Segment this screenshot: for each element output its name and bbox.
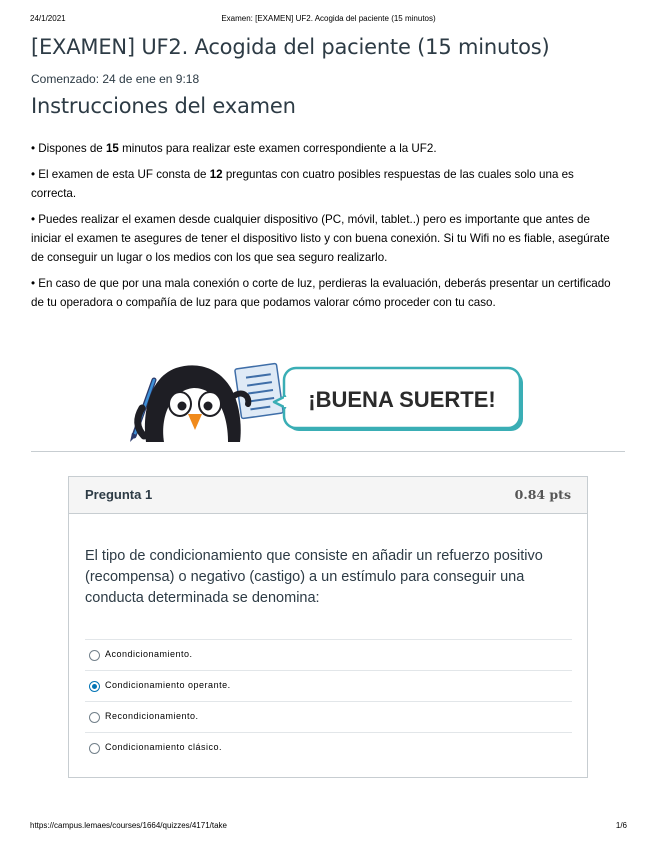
- good-luck-banner: [118, 356, 528, 448]
- question-card: [68, 476, 588, 778]
- checklist-icon: [234, 363, 283, 418]
- radio-button-selected[interactable]: [89, 681, 100, 692]
- answer-label[interactable]: Recondicionamiento.: [105, 711, 199, 721]
- answer-option[interactable]: [85, 670, 572, 701]
- answer-label[interactable]: Condicionamiento clásico.: [105, 742, 223, 752]
- print-date: 24/1/2021: [30, 14, 66, 23]
- page-title: [EXAMEN] UF2. Acogida del paciente (15 minutos): [31, 35, 550, 59]
- question-points: 0.84 pts: [514, 487, 571, 502]
- instructions-body: [31, 139, 621, 319]
- print-footer: [30, 821, 627, 833]
- instruction-duration: • Dispones de 15 minutos para realizar este examen correspondiente a la UF2.: [31, 142, 437, 155]
- answer-label[interactable]: Acondicionamiento.: [105, 649, 193, 659]
- section-divider: [31, 451, 625, 452]
- answer-list: [85, 639, 572, 763]
- radio-button[interactable]: [89, 743, 100, 754]
- question-text: El tipo de condicionamiento que consiste en añadir un refuerzo positivo (recompensa) o negativo (castigo) a un estímulo para conseguir una conducta determinada se denomina:: [85, 548, 543, 606]
- radio-button[interactable]: [89, 650, 100, 661]
- instruction-question-count: • El examen de esta UF consta de 12 preguntas con cuatro posibles respuestas de las cuales solo una es correcta.: [31, 168, 574, 200]
- print-header: [30, 14, 627, 26]
- question-number: Pregunta 1: [85, 487, 153, 502]
- page-number: 1/6: [615, 821, 627, 830]
- instruction-device: • Puedes realizar el examen desde cualquier dispositivo (PC, móvil, tablet..) pero es importante que antes de iniciar el examen te asegures de tener el dispositivo listo y con buena conexión. Si tu Wifi no es fiable, asegúrate de conseguir un lugar o los medios con los que sea seguro realizarlo.: [31, 213, 610, 264]
- started-timestamp: Comenzado: 24 de ene en 9:18: [31, 72, 200, 86]
- answer-option[interactable]: [85, 701, 572, 732]
- print-url: https://campus.lemaes/courses/1664/quizzes/4171/take: [30, 821, 227, 830]
- question-header: [69, 477, 587, 514]
- instruction-connection-loss: • En caso de que por una mala conexión o corte de luz, perdieras la evaluación, deberás presentar un certificado de tu operadora o compañía de luz para que podamos valorar cómo proceder con tu caso.: [31, 277, 611, 309]
- penguin-icon: [138, 365, 241, 442]
- answer-option[interactable]: [85, 732, 572, 763]
- answer-label[interactable]: Condicionamiento operante.: [105, 680, 231, 690]
- penguin-illustration: [118, 356, 528, 448]
- answer-option[interactable]: [85, 639, 572, 670]
- banner-text: ¡BUENA SUERTE!: [308, 387, 496, 412]
- radio-button[interactable]: [89, 712, 100, 723]
- instructions-heading: Instrucciones del examen: [31, 94, 296, 118]
- print-document-title: Examen: [EXAMEN] UF2. Acogida del paciente (15 minutos): [221, 14, 436, 23]
